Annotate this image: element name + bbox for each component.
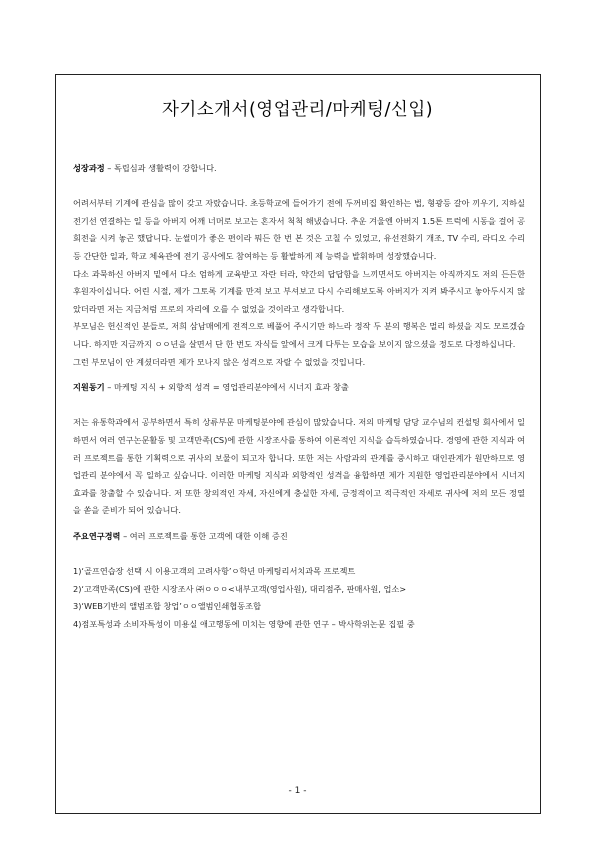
paragraph: 다소 과묵하신 아버지 밑에서 다소 엄하게 교육받고 자란 터라, 약간의 답답함을 느끼면서도 아버지는 아직까지도 저의 든든한 후원자이십니다. 어린 시절, 제가 그토록 기계를 만져 보고 부셔보고 다시 수리해보도록 아버지가 지켜 봐주시고 놓아두시지 않았더라면 저는 지금처럼 프로의 자리에 오를 수 없었을 것이라고 생각합니다. (73, 268, 525, 314)
list-item: 1)‘골프연습장 선택 시 이용고객의 고려사항’ㅇ학년 마케팅리서치과목 프로젝트 (73, 566, 356, 577)
research-list (73, 563, 525, 633)
page-number: - 1 - (288, 786, 307, 796)
paragraph: 어려서부터 기계에 관심을 많이 갖고 자랐습니다. 초등학교에 들어가기 전에 두꺼비집 확인하는 법, 형광등 갈아 끼우기, 지하실 전기선 연결하는 일 등을 아버지 어깨 너머로 보고는 혼자서 척척 해냈습니다. 추운 겨울엔 아버지 1.5톤 트럭에 시동을 걸어 공회전을 시켜 놓곤 했답니다. 눈썰미가 좋은 편이라 뭐든 한 번 본 것은 고칠 수 있었고, 유선전화기 개조, TV 수리, 라디오 수리 등 간단한 일과, 학교 체육관에 전기 공사에도 참여하는 등 활발하게 제 능력을 발휘하며 성장했습니다. (73, 198, 525, 261)
list-item: 3)‘WEB기반의 앨범조합 창업’ㅇㅇ앨범인쇄협동조합 (73, 601, 261, 612)
section-heading-label: 성장과정 (73, 163, 105, 173)
list-item: 2)‘고객만족(CS)에 관한 시장조사 ㈜ㅇㅇㅇ<내부고객(영업사원), 대리점주, 판매사원, 업소> (73, 583, 407, 594)
section-heading-growth (73, 160, 525, 178)
paragraph: 저는 유통학과에서 공부하면서 특히 상류부문 마케팅분야에 관심이 많았습니다. 저의 마케팅 담당 교수님의 컨설팅 회사에서 일하면서 여러 연구논문활동 및 고객만족(CS)에 관한 시장조사를 통하여 이론적인 지식을 습득하였습니다. 경영에 관한 지식과 여러 프로젝트를 통한 기획력으로 귀사의 보물이 되고자 합니다. 또한 저는 사람과의 관계를 중시하고 대인관계가 원만하므로 영업관리 분야에서 꼭 일하고 싶습니다. 이러한 마케팅 지식과 외향적인 성격을 융합하면 제가 지원한 영업관리분야에서 시너지 효과를 창출할 수 있습니다. 저 또한 창의적인 자세, 자신에게 충실한 자세, 긍정적이고 적극적인 자세로 귀사에 저의 모든 정열을 쏟을 준비가 되어 있습니다. (73, 417, 525, 516)
section-heading-label: 지원동기 (73, 382, 105, 393)
section-subtitle: – 여러 프로젝트를 통한 고객에 대한 이해 증진 (120, 530, 288, 541)
section-subtitle: – 마케팅 지식 + 외향적 성격 = 영업관리분야에서 시너지 효과 창출 (104, 382, 349, 393)
document-title: 자기소개서(영업관리/마케팅/신입) (161, 100, 434, 120)
section-heading-label: 주요연구경력 (73, 530, 121, 541)
section-heading-motivation (73, 379, 525, 397)
section-subtitle: – 독립심과 생활력이 강합니다. (104, 163, 217, 173)
document-body (73, 160, 525, 633)
section-heading-research (73, 528, 525, 546)
paragraph: 그런 부모님이 안 계셨더라면 제가 모나지 않은 성격으로 자랄 수 없었을 것입니다. (73, 356, 366, 367)
list-item: 4)점포특성과 소비자특성이 미용실 애고행동에 미치는 영향에 관한 연구 – 박사학위논문 집필 중 (73, 618, 415, 629)
paragraph: 부모님은 헌신적인 분들로, 저희 삼남매에게 전적으로 베풀어 주시기만 하느라 정작 두 분의 행복은 멀리 하셨을 지도 모르겠습니다. 하지만 지금까지 ㅇㅇ년을 살면서 단 한 번도 자식들 앞에서 크게 다투는 모습을 보이지 않으셨을 정도로 다정하십니다. (73, 321, 525, 349)
